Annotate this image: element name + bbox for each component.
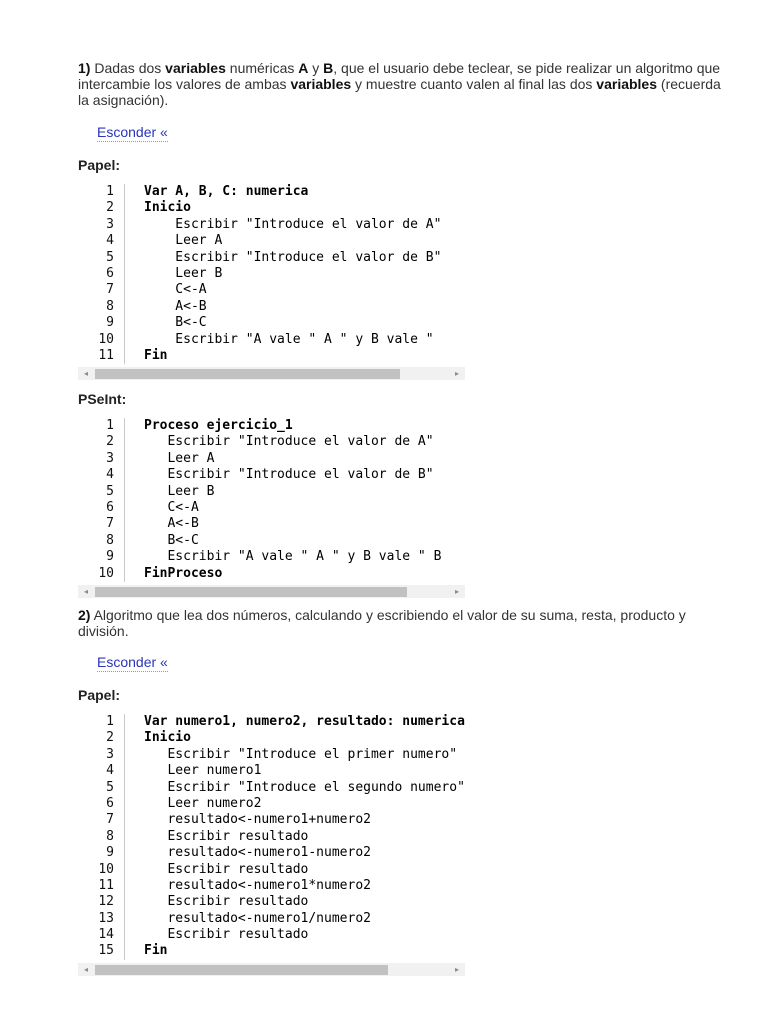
- code-line: [78, 200, 465, 216]
- code-line: [78, 894, 465, 910]
- code-text: Escribir "A vale " A " y B vale " B: [144, 549, 442, 565]
- code-view: [78, 418, 465, 582]
- code-line: [78, 714, 465, 730]
- line-number: 6: [106, 265, 114, 281]
- bold-text: 1): [78, 60, 91, 76]
- scroll-thumb[interactable]: [95, 965, 388, 975]
- code-line: [78, 315, 465, 331]
- code-view: [78, 184, 465, 364]
- code-text: FinProceso: [144, 565, 223, 581]
- code-line: [78, 927, 465, 943]
- code-text: Escribir "Introduce el valor de B": [144, 249, 442, 265]
- line-number: 6: [106, 499, 114, 515]
- line-number: 1: [106, 418, 114, 433]
- text: , que el usuario debe teclear, se pide realizar un algoritmo que intercambie los valores de ambas: [78, 60, 721, 92]
- code-text: Escribir resultado: [144, 894, 309, 910]
- code-line: [78, 418, 465, 434]
- exercise-2-hide-toggle[interactable]: Esconder «: [97, 654, 168, 670]
- line-number: 13: [98, 910, 114, 926]
- horizontal-scrollbar[interactable]: [78, 367, 465, 380]
- code-text: A<-B: [144, 516, 199, 532]
- code-line: [78, 299, 465, 315]
- code-line: [78, 348, 465, 364]
- bold-text: variables: [596, 76, 658, 92]
- line-number: 9: [106, 845, 114, 861]
- code-text: Leer numero1: [144, 763, 262, 779]
- code-line: [78, 184, 465, 200]
- code-text: Var A, B, C: numerica: [144, 184, 309, 199]
- exercise-1-statement: [78, 60, 728, 108]
- line-number: 7: [106, 282, 114, 298]
- line-number: 1: [106, 714, 114, 729]
- line-number: 6: [106, 795, 114, 811]
- line-number: 5: [106, 249, 114, 265]
- code-text: Inicio: [144, 730, 191, 746]
- line-number: 11: [98, 877, 114, 893]
- scroll-right-arrow-icon[interactable]: ▸: [454, 964, 459, 974]
- code-text: resultado<-numero1*numero2: [144, 877, 371, 893]
- text: Dadas dos: [90, 60, 166, 76]
- bold-text: 2): [78, 607, 91, 623]
- code-line: [78, 516, 465, 532]
- code-line: [78, 217, 465, 233]
- code-text: Leer A: [144, 233, 223, 249]
- exercise-1-hide-toggle[interactable]: Esconder «: [97, 124, 168, 140]
- code-line: [78, 266, 465, 282]
- line-number: 1: [106, 184, 114, 199]
- scroll-thumb[interactable]: [95, 369, 400, 379]
- line-number: 14: [98, 927, 114, 943]
- line-number: 7: [106, 812, 114, 828]
- line-number: 4: [106, 233, 114, 249]
- bold-text: B: [323, 60, 334, 76]
- code-line: [78, 549, 465, 565]
- exercise-2-papel-code-block: [78, 714, 465, 976]
- code-line: [78, 233, 465, 249]
- code-line: [78, 812, 465, 828]
- exercise-1-pseint-code-block: [78, 418, 465, 598]
- code-text: Leer numero2: [144, 795, 262, 811]
- code-text: Escribir "A vale " A " y B vale ": [144, 331, 434, 347]
- line-number: 9: [106, 549, 114, 565]
- code-line: [78, 500, 465, 516]
- code-text: Leer A: [144, 450, 215, 466]
- code-text: C<-A: [144, 282, 207, 298]
- code-line: [78, 451, 465, 467]
- code-line: [78, 780, 465, 796]
- line-number: 7: [106, 516, 114, 532]
- text: numéricas: [225, 60, 299, 76]
- scroll-thumb[interactable]: [95, 587, 407, 597]
- line-number: 2: [106, 730, 114, 746]
- line-number: 2: [106, 434, 114, 450]
- code-text: Escribir resultado: [144, 861, 309, 877]
- code-text: A<-B: [144, 298, 207, 314]
- code-text: B<-C: [144, 532, 199, 548]
- code-text: resultado<-numero1-numero2: [144, 845, 371, 861]
- line-number: 15: [98, 943, 114, 959]
- code-line: [78, 566, 465, 582]
- code-text: Escribir "Introduce el primer numero": [144, 746, 458, 762]
- line-number: 8: [106, 828, 114, 844]
- line-number: 8: [106, 298, 114, 314]
- code-text: Escribir "Introduce el valor de B": [144, 467, 434, 483]
- text: (recuerda la asignación).: [78, 76, 721, 108]
- exercise-2-papel-heading: Papel:: [78, 687, 121, 703]
- code-line: [78, 484, 465, 500]
- code-text: B<-C: [144, 315, 207, 331]
- code-line: [78, 747, 465, 763]
- code-text: Var numero1, numero2, resultado: numerica: [144, 714, 465, 729]
- code-text: Inicio: [144, 200, 191, 216]
- code-line: [78, 533, 465, 549]
- code-text: Fin: [144, 347, 168, 363]
- exercise-2-statement: [78, 607, 728, 639]
- line-number: 12: [98, 894, 114, 910]
- scroll-right-arrow-icon[interactable]: ▸: [454, 586, 459, 596]
- line-number: 4: [106, 467, 114, 483]
- code-text: Leer B: [144, 483, 215, 499]
- horizontal-scrollbar[interactable]: [78, 963, 465, 976]
- code-line: [78, 796, 465, 812]
- scroll-right-arrow-icon[interactable]: ▸: [454, 369, 459, 379]
- code-text: Escribir resultado: [144, 927, 309, 943]
- code-line: [78, 763, 465, 779]
- code-text: resultado<-numero1/numero2: [144, 910, 371, 926]
- code-text: Escribir resultado: [144, 828, 309, 844]
- code-text: Escribir "Introduce el valor de A": [144, 216, 442, 232]
- line-number: 5: [106, 779, 114, 795]
- text: Algoritmo que lea dos números, calculando y escribiendo el valor de su suma, resta, producto y división.: [78, 607, 686, 639]
- line-number: 4: [106, 763, 114, 779]
- code-line: [78, 282, 465, 298]
- code-text: Escribir "Introduce el segundo numero": [144, 779, 465, 795]
- code-text: resultado<-numero1+numero2: [144, 812, 371, 828]
- code-line: [78, 862, 465, 878]
- code-view: [78, 714, 465, 960]
- code-line: [78, 911, 465, 927]
- line-number: 3: [106, 746, 114, 762]
- line-number: 9: [106, 315, 114, 331]
- text: y: [308, 60, 324, 76]
- line-number: 10: [98, 331, 114, 347]
- horizontal-scrollbar[interactable]: [78, 585, 465, 598]
- code-text: Escribir "Introduce el valor de A": [144, 434, 434, 450]
- line-number: 3: [106, 450, 114, 466]
- bold-text: A: [298, 60, 309, 76]
- line-number: 2: [106, 200, 114, 216]
- code-line: [78, 943, 465, 959]
- line-number: 8: [106, 532, 114, 548]
- exercise-1-papel-heading: Papel:: [78, 157, 121, 173]
- code-text: Fin: [144, 943, 168, 959]
- line-number: 5: [106, 483, 114, 499]
- line-number: 10: [98, 861, 114, 877]
- exercise-1-pseint-heading: PSeInt:: [78, 391, 127, 407]
- scroll-left-arrow-icon[interactable]: ◂: [83, 964, 88, 974]
- scroll-left-arrow-icon[interactable]: ◂: [83, 369, 88, 379]
- scroll-left-arrow-icon[interactable]: ◂: [83, 586, 88, 596]
- code-line: [78, 878, 465, 894]
- code-line: [78, 332, 465, 348]
- bold-text: variables: [290, 76, 352, 92]
- code-text: Proceso ejercicio_1: [144, 418, 293, 433]
- code-text: C<-A: [144, 499, 199, 515]
- code-line: [78, 829, 465, 845]
- code-line: [78, 434, 465, 450]
- code-line: [78, 250, 465, 266]
- code-line: [78, 467, 465, 483]
- code-text: Leer B: [144, 265, 223, 281]
- text: y muestre cuanto valen al final las dos: [351, 76, 597, 92]
- bold-text: variables: [165, 60, 226, 76]
- exercise-1-papel-code-block: [78, 184, 465, 380]
- code-line: [78, 845, 465, 861]
- line-number: 11: [98, 347, 114, 363]
- line-number: 3: [106, 216, 114, 232]
- code-line: [78, 730, 465, 746]
- line-number: 10: [98, 565, 114, 581]
